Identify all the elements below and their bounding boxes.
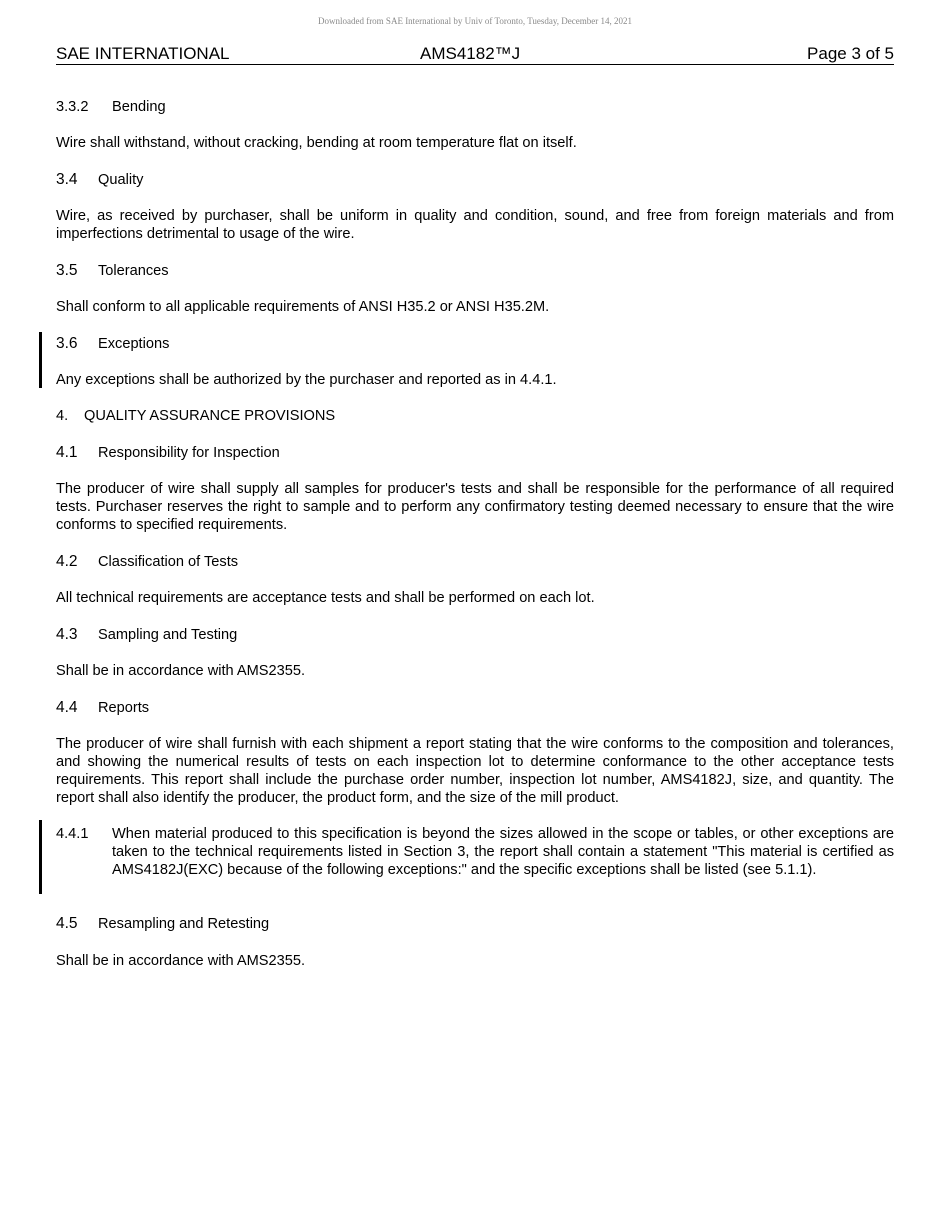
para-3-3-2: Wire shall withstand, without cracking, bending at room temperature flat on itself.: [56, 135, 577, 151]
para-4-2: All technical requirements are acceptance tests and shall be performed on each lot.: [56, 590, 595, 606]
section-title: Sampling and Testing: [98, 627, 238, 643]
section-number: 4.1: [56, 444, 78, 461]
section-number: 4.4: [56, 699, 78, 716]
para-3-4: Wire, as received by purchaser, shall be uniform in quality and condition, sound, and free from foreign materials and from imperfections detrimental to usage of the wire.: [56, 208, 894, 242]
section-title: QUALITY ASSURANCE PROVISIONS: [84, 408, 336, 424]
section-number: 3.4: [56, 171, 78, 188]
section-title: Bending: [112, 99, 166, 115]
heading-4-3: [56, 626, 894, 644]
section-number: 4.3: [56, 626, 78, 643]
section-title: Responsibility for Inspection: [98, 445, 280, 461]
header-org: SAE INTERNATIONAL: [56, 44, 230, 63]
para-4-1: The producer of wire shall supply all samples for producer's tests and shall be responsible for the performance of all required tests. Purchaser reserves the right to sample and to perform any confirmatory testing deemed necessary to ensure that the wire conforms to specified requirements.: [56, 481, 894, 533]
section-title: Exceptions: [98, 336, 170, 352]
heading-3-6: [56, 335, 894, 353]
heading-4: [56, 407, 894, 425]
heading-3-4: [56, 171, 894, 189]
section-title: Quality: [98, 172, 144, 188]
section-title: Reports: [98, 700, 150, 716]
para-4-3: Shall be in accordance with AMS2355.: [56, 663, 306, 679]
change-bar-4-4-1: [39, 820, 42, 894]
section-title: Tolerances: [98, 263, 169, 279]
para-4-4: The producer of wire shall furnish with each shipment a report stating that the wire conforms to the composition and tolerances, and showing the numerical results of tests on each inspection lot to determine conformance to the other acceptance tests requirements. This report shall include the purchase order number, inspection lot number, AMS4182J, size, and quantity. The report shall also identify the producer, the product form, and the size of the mill product.: [56, 736, 894, 806]
para-4-4-1: [56, 825, 894, 879]
heading-4-5: [56, 915, 894, 933]
header-page-number: Page 3 of 5: [807, 44, 894, 63]
heading-3-5: [56, 262, 894, 280]
section-number: 4.: [56, 408, 69, 424]
section-number: 4.5: [56, 915, 78, 932]
heading-3-3-2: [56, 98, 894, 116]
section-number: 3.3.2: [56, 99, 89, 115]
para-3-6: Any exceptions shall be authorized by the purchaser and reported as in 4.4.1.: [56, 372, 557, 388]
section-number: 4.4.1: [56, 826, 89, 842]
para-3-5: Shall conform to all applicable requirements of ANSI H35.2 or ANSI H35.2M.: [56, 299, 550, 315]
heading-4-1: [56, 444, 894, 462]
section-number: 3.6: [56, 335, 78, 352]
section-title: Resampling and Retesting: [98, 916, 270, 932]
section-number: 4.2: [56, 553, 78, 570]
section-title: Classification of Tests: [98, 554, 239, 570]
header-doc-id: AMS4182™J: [420, 44, 521, 63]
heading-4-4: [56, 699, 894, 717]
section-text: When material produced to this specification is beyond the sizes allowed in the scope or tables, or other exceptions are taken to the technical requirements listed in Section 3, the report shall contain a statement "This material is certified as AMS4182J(EXC) because of the following exceptions:" and the specific exceptions shall be listed (see 5.1.1).: [112, 826, 894, 878]
download-watermark: Downloaded from SAE International by Univ of Toronto, Tuesday, December 14, 2021: [317, 16, 633, 26]
page-header: [56, 44, 894, 65]
para-4-5: Shall be in accordance with AMS2355.: [56, 953, 306, 969]
heading-4-2: [56, 553, 894, 571]
section-number: 3.5: [56, 262, 78, 279]
change-bar-3-6: [39, 332, 42, 388]
